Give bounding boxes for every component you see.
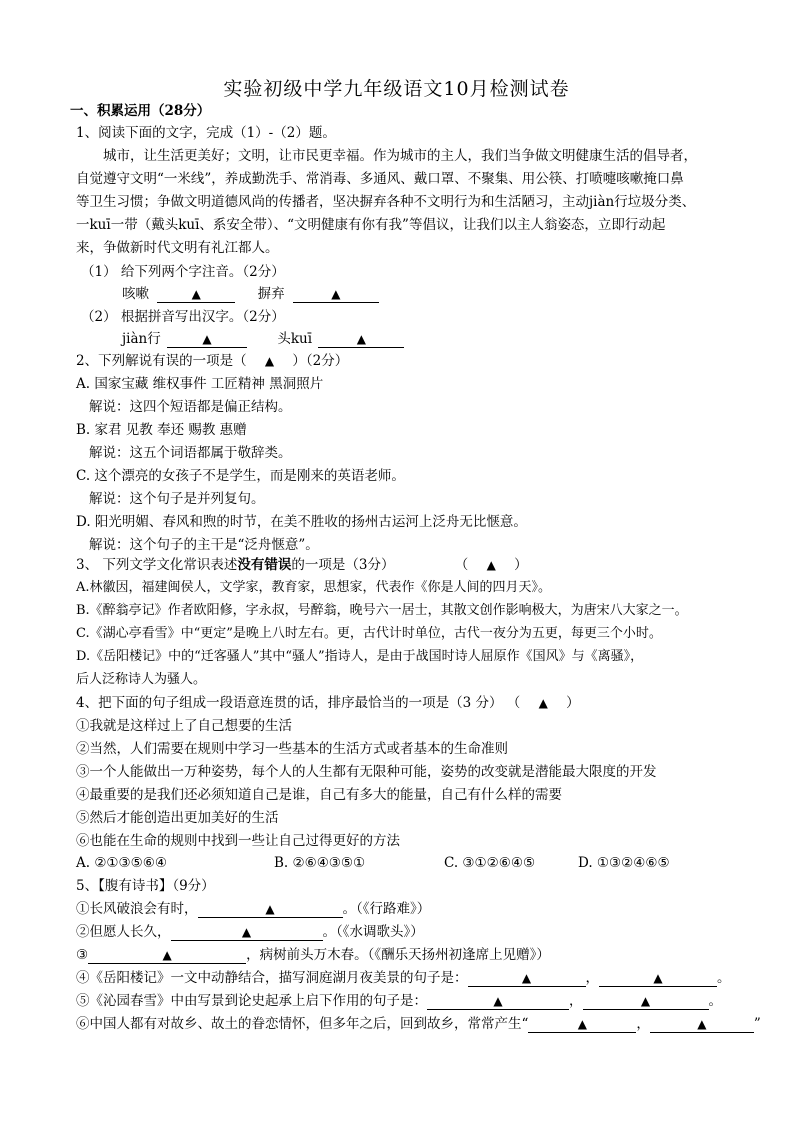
q5-line-3 [76,945,550,965]
triangle-icon: ▲ [191,287,201,301]
answer-blank[interactable] [198,901,343,918]
q4-sentence: ④最重要的是我们还必须知道自己是谁，自己有多大的能量，自己有什么样的需要 [76,787,562,803]
q4-sentence: ③一个人能做出一万种姿势，每个人的人生都有无限种可能，姿势的改变就是潜能最大限度的开发 [76,764,657,780]
q1-passage-line: 一kuī一带（戴头kuī、系安全带）、“文明健康有你有我”等倡议，让我们以主人翁姿态，立即行动起 [76,217,666,233]
triangle-icon: ▲ [356,332,366,346]
triangle-icon: ▲ [577,1017,588,1031]
q3-option-d[interactable]: D.《岳阳楼记》中的“迁客骚人”其中“骚人”指诗人，是由于战国时诗人屈原作《国风》与《离骚》， [76,649,644,664]
q3-option-b[interactable]: B.《醉翁亭记》作者欧阳修，字永叔，号醉翁，晚号六一居士，其散文创作影响极大，为唐宋八大家之一。 [76,603,688,618]
poem-prompt: ⑤《沁园春雪》中由写景到论史起承上启下作用的句子是： [76,993,427,1009]
q2-option-a-explanation: 解说：这四个短语都是偏正结构。 [89,399,292,415]
q3-option-d-cont: 后人泛称诗人为骚人。 [76,672,207,687]
q5-line-1 [76,899,430,919]
q3-option-c[interactable]: C.《湖心亭看雪》中“更定”是晚上八时左右。更，古代计时单位，古代一夜分为五更，每更三个小时。 [76,626,662,641]
poem-text: ①长风破浪会有时， [76,901,198,917]
triangle-icon: ▲ [697,1017,707,1031]
answer-blank[interactable] [318,331,404,348]
q5-line-5 [76,991,722,1011]
answer-blank[interactable] [599,970,717,987]
q1-sub1: （1） 给下列两个字注音。（2分） [81,264,285,280]
punct: ， [636,1016,650,1032]
answer-blank[interactable] [468,970,586,987]
section-heading: 一、积累运用（28分） [70,103,211,119]
q4-option[interactable]: B. ②⑥④③⑤① [274,855,366,871]
q4-option[interactable]: D. ①③②④⑥⑤ [578,855,670,871]
triangle-icon: ▲ [521,971,532,985]
triangle-icon: ▲ [202,332,212,346]
answer-blank[interactable] [528,1016,636,1033]
q2-stem-score: ）（2分） [292,353,349,369]
answer-blank[interactable] [293,286,379,303]
q4-sentence: ⑤然后才能创造出更加美好的生活 [76,810,279,826]
q3-stem [76,555,528,575]
answer-paren: （ [454,557,469,573]
q2-option-c-explanation: 解说：这个句子是并列复句。 [89,491,265,507]
triangle-icon: ▲ [640,994,651,1008]
q2-option-a[interactable]: A. 国家宝藏 维权事件 工匠精神 黑洞照片 [76,376,324,392]
q2-stem-text: 2、下列解说有误的一项是（ [76,353,247,369]
q3-stem-text: 3、 下列文学文化常识表述 [76,557,238,573]
q3-option-a[interactable]: A.林徽因，福建闽侯人，文学家，教育家，思想家，代表作《你是人间的四月天》。 [76,580,552,595]
word-label: jiàn行 [122,331,161,347]
poem-text: ②但愿人长久， [76,924,171,940]
q1-passage-line: 等卫生习惯；争做文明道德风尚的传播者，坚决摒弃各种不文明行为和生活陋习，主动jiàn行垃圾分类、 [76,194,696,210]
q1-sub2: （2） 根据拼音写出汉字。（2分） [81,309,285,325]
q2-option-b-explanation: 解说：这五个词语都属于敬辞类。 [89,445,292,461]
triangle-icon: ▲ [162,948,172,962]
q2-stem [76,351,348,371]
triangle-icon: ▲ [331,287,341,301]
q1-passage-line: 来，争做新时代文明有礼江都人。 [76,240,279,256]
answer-paren: ） [514,557,528,573]
answer-blank[interactable] [650,1016,754,1033]
poem-source: ，病树前头万木春。（《酬乐天扬州初逢席上见赠》） [246,947,550,963]
triangle-icon: ▲ [493,994,503,1008]
word-label: 摒弃 [257,286,285,302]
q4-stem-text: 4、把下面的句子组成一段语意连贯的话，排序最恰当的一项是（3 分） （ [76,695,521,711]
poem-text: ③ [76,947,89,963]
q1-passage-line: 自觉遵守文明“一米线”，养成勤洗手、常消毒、多通风、戴口罩、不聚集、用公筷、打喷嚏咳嗽掩口鼻 [76,171,684,187]
word-label: 咳嗽 [122,286,149,302]
triangle-icon: ▲ [241,925,252,939]
answer-paren: ） [566,695,580,711]
q1-sub1-answers [122,284,379,304]
answer-blank[interactable] [88,947,246,964]
answer-blank[interactable] [167,331,247,348]
poem-prompt: ⑥中国人都有对故乡、故土的眷恋情怀，但多年之后，回到故乡，常常产生“ [76,1016,529,1032]
q1-sub2-answers [122,329,404,349]
triangle-icon: ▲ [264,354,275,368]
q5-stem: 5、【腹有诗书】（9分） [76,878,215,894]
answer-blank[interactable] [157,286,235,303]
punct: 。 [708,993,722,1009]
page-title: 实验初级中学九年级语文10月检测试卷 [223,78,570,100]
q3-stem-score: 的一项是（3分） [291,557,395,573]
answer-blank[interactable] [583,993,709,1010]
q2-option-b[interactable]: B. 家君 见教 奉还 赐教 惠赠 [76,422,247,438]
q1-stem: 1、阅读下面的文字，完成（1）-（2）题。 [76,125,336,141]
word-label: 头kuī [277,331,313,347]
punct: ， [585,970,599,986]
q1-passage-line: 城市，让生活更美好；文明，让市民更幸福。作为城市的主人，我们当争做文明健康生活的倡导者， [103,148,697,164]
q2-option-d-explanation: 解说：这个句子的主干是“泛舟惬意”。 [89,537,319,553]
triangle-icon: ▲ [538,696,548,710]
q4-stem [76,693,580,713]
q4-option[interactable]: C. ③①②⑥④⑤ [444,855,536,871]
q4-option[interactable]: A. ②①③⑤⑥④ [76,855,167,871]
punct: ” [753,1016,761,1032]
triangle-icon: ▲ [265,902,275,916]
poem-prompt: ④《岳阳楼记》一文中动静结合，描写洞庭湖月夜美景的句子是： [76,970,468,986]
punct: ， [569,993,583,1009]
q2-option-c[interactable]: C. 这个漂亮的女孩子不是学生，而是刚来的英语老师。 [76,468,405,484]
q2-option-d[interactable]: D. 阳光明媚、春风和煦的时节，在美不胜收的扬州古运河上泛舟无比惬意。 [76,514,527,530]
q5-line-6 [76,1014,761,1034]
poem-source: 。（《水调歌头》） [322,924,424,940]
q4-sentence: ①我就是这样过上了自己想要的生活 [76,718,292,734]
poem-source: 。（《行路难》） [342,901,431,917]
q4-sentence: ⑥也能在生命的规则中找到一些让自己过得更好的方法 [76,833,400,849]
answer-blank[interactable] [427,993,569,1010]
triangle-icon: ▲ [486,558,496,572]
q5-line-4 [76,968,731,988]
answer-blank[interactable] [171,924,323,941]
q5-line-2 [76,922,424,942]
punct: 。 [717,970,731,986]
q3-stem-emphasis: 没有错误 [237,557,292,573]
q4-sentence: ②当然，人们需要在规则中学习一些基本的生活方式或者基本的生命准则 [76,741,508,757]
triangle-icon: ▲ [653,971,663,985]
